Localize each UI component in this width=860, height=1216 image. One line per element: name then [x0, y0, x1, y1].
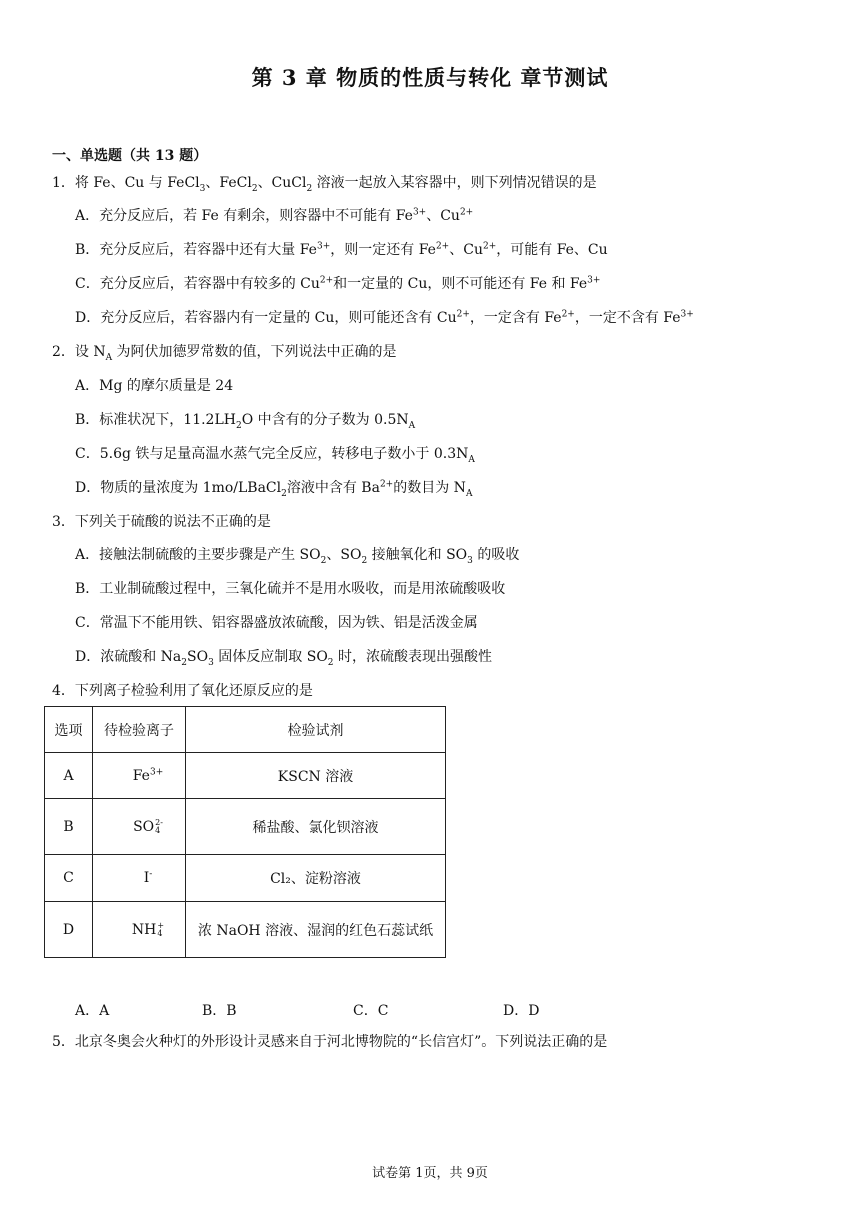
- row-reagent: 浓 NaOH 溶液、湿润的红色石蕊试纸: [186, 902, 446, 958]
- header-option: 选项: [45, 707, 93, 753]
- question-2-option-a: A．Mg 的摩尔质量是 24: [75, 378, 234, 394]
- row-reagent: KSCN 溶液: [186, 753, 446, 799]
- question-1-option-b: B．充分反应后，若容器中还有大量 $Fe^{3+}$，则一定还有 $Fe^{2+}$、$Cu^{2+}$，可能有 Fe、Cu: [75, 241, 608, 258]
- row-reagent: 稀盐酸、氯化钡溶液: [186, 799, 446, 855]
- table-row: [45, 753, 446, 799]
- answer-choice-d: D．D: [503, 1003, 540, 1019]
- row-option: C: [45, 855, 93, 902]
- question-1-option-a: A．充分反应后，若 Fe 有剩余，则容器中不可能有 $Fe^{3+}$、$Cu^{2+}$: [75, 207, 474, 224]
- row-reagent: Cl₂、淀粉溶液: [186, 855, 446, 902]
- row-ion: NH+ 4: [93, 902, 186, 958]
- answer-choice-b: B．B: [202, 1003, 237, 1019]
- table-row: [45, 799, 446, 855]
- question-5-stem: 5．北京冬奥会火种灯的外形设计灵感来自于河北博物院的“长信宫灯”。下列说法正确的是: [52, 1034, 608, 1050]
- table-header-row: [45, 707, 446, 753]
- question-1-stem: 1．将 Fe、Cu 与 FeCl$_3$、FeCl$_2$、CuCl$_2$ 溶液一起放入某容器中，则下列情况错误的是: [52, 175, 597, 194]
- question-1-option-c: C．充分反应后，若容器中有较多的 $Cu^{2+}$和一定量的 Cu，则不可能还有 Fe 和 $Fe^{3+}$: [75, 275, 601, 292]
- table-row: [45, 855, 446, 902]
- header-reagent: 检验试剂: [186, 707, 446, 753]
- question-2-option-c: C．5.6g 铁与足量高温水蒸气完全反应，转移电子数小于 $0.3N_A$: [75, 446, 475, 465]
- header-ion: 待检验离子: [93, 707, 186, 753]
- row-ion: $Fe^{3+}$: [93, 753, 186, 799]
- question-2-stem: 2．设 $N_A$ 为阿伏加德罗常数的值，下列说法中正确的是: [52, 344, 397, 363]
- row-ion: I-: [93, 855, 186, 902]
- question-4-stem: 4．下列离子检验利用了氧化还原反应的是: [52, 683, 313, 699]
- row-option: B: [45, 799, 93, 855]
- section-heading: 一、单选题（共 13 题）: [52, 148, 208, 164]
- row-ion: SO2- 4: [93, 799, 186, 855]
- question-3-option-b: B．工业制硫酸过程中，三氧化硫并不是用水吸收，而是用浓硫酸吸收: [75, 581, 506, 597]
- row-option: A: [45, 753, 93, 799]
- question-3-option-c: C．常温下不能用铁、铝容器盛放浓硫酸，因为铁、铝是活泼金属: [75, 615, 478, 631]
- answer-choice-a: A．A: [75, 1003, 110, 1019]
- question-1-option-d: D．充分反应后，若容器内有一定量的 Cu，则可能还含有 $Cu^{2+}$，一定含有 $Fe^{2+}$，一定不含有 $Fe^{3+}$: [75, 309, 694, 326]
- question-2-option-b: B．标准状况下，$11.2LH_2O$ 中含有的分子数为 $0.5N_A$: [75, 412, 416, 431]
- question-2-option-d: D．物质的量浓度为 1mo/LBaCl$_2$溶液中含有 $Ba^{2+}$的数目为 $N_A$: [75, 479, 473, 499]
- ion-test-table: [44, 706, 446, 958]
- row-option: D: [45, 902, 93, 958]
- table-row: [45, 902, 446, 958]
- question-3-option-d: D．浓硫酸和 $Na_2SO_3$ 固体反应制取 $SO_2$ 时，浓硫酸表现出强酸性: [75, 649, 492, 668]
- page-title: 第 3 章 物质的性质与转化 章节测试: [251, 65, 609, 90]
- answer-choice-c: C．C: [353, 1003, 389, 1019]
- question-3-stem: 3．下列关于硫酸的说法不正确的是: [52, 514, 271, 530]
- page-footer: 试卷第 1页，共 9页: [372, 1166, 488, 1181]
- question-3-option-a: A．接触法制硫酸的主要步骤是产生 $SO_2$、$SO_2$ 接触氧化和 $SO_3$ 的吸收: [75, 547, 520, 566]
